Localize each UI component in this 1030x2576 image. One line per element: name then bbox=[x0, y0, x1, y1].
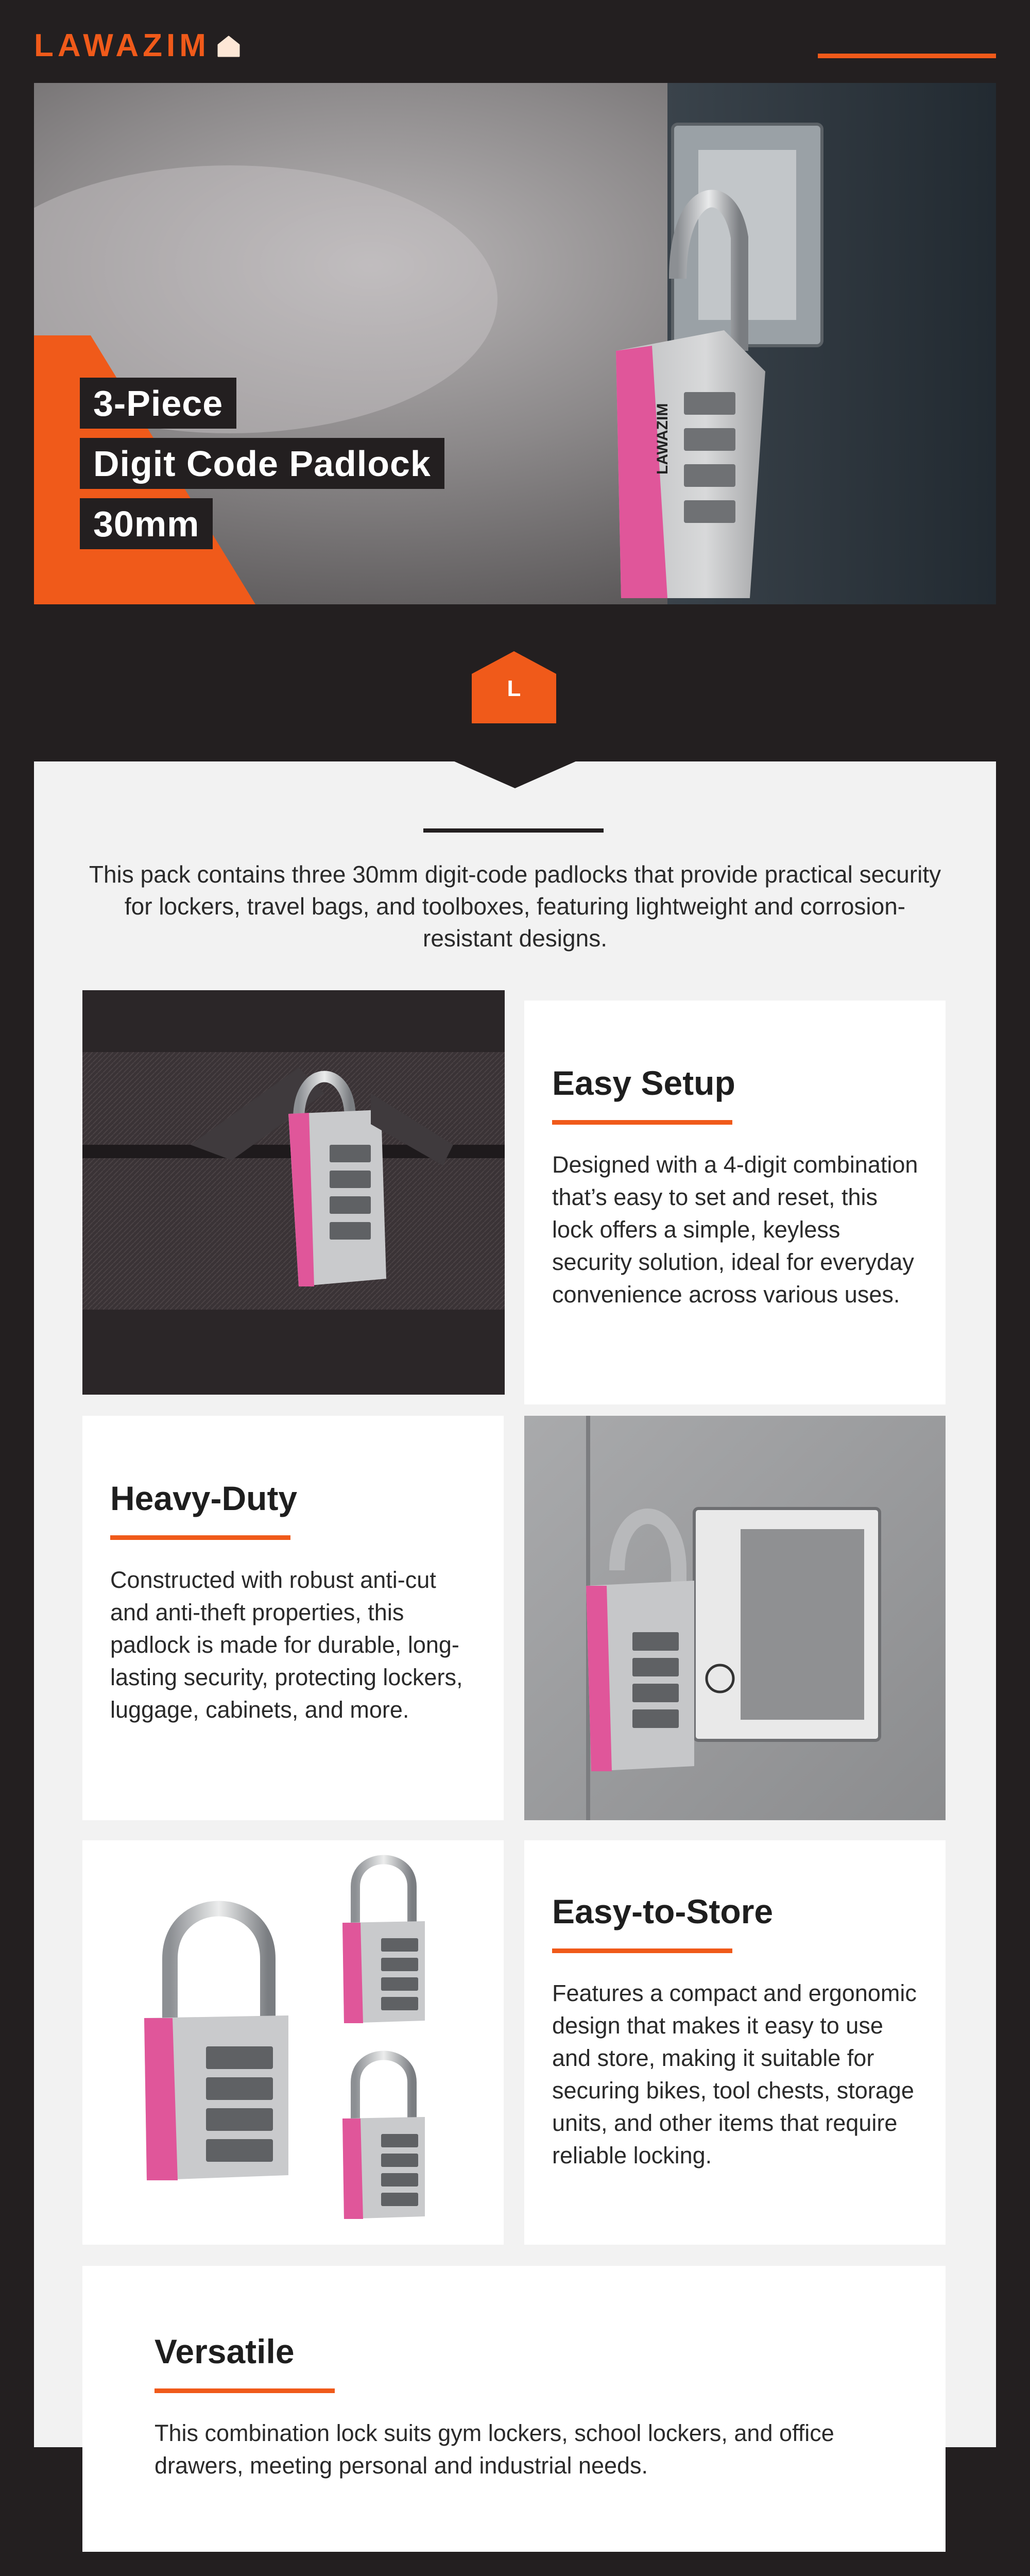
card-text: Constructed with robust anti-cut and anti-theft properties, this padlock is made for durable, long-lasting security, protecting lockers, luggage, cabinets, and more. bbox=[110, 1567, 463, 1723]
card-rule bbox=[552, 1948, 732, 1953]
panel-notch bbox=[453, 761, 577, 788]
card-title: Versatile bbox=[154, 2332, 295, 2370]
card-text: Features a compact and ergonomic design that makes it easy to use and store, making it suitable for securing bikes, tool chests, storage units, and other items that require reliable locking. bbox=[552, 1980, 917, 2168]
intro-text: This pack contains three 30mm digit-code padlocks that provide practical security for lockers, travel bags, and toolboxes, featuring lightweight and corrosion-resistant designs. bbox=[89, 861, 941, 952]
locker-photo bbox=[524, 1416, 946, 1820]
card-rule bbox=[110, 1535, 290, 1540]
hero-title-line: Digit Code Padlock bbox=[80, 438, 444, 489]
luggage-photo bbox=[82, 990, 505, 1395]
feature-card-easy-setup bbox=[524, 1001, 946, 1404]
feature-card-easy-to-store bbox=[524, 1840, 946, 2245]
hero-banner bbox=[34, 83, 996, 604]
hero-title-line: 30mm bbox=[80, 498, 213, 549]
feature-card-heavy-duty bbox=[82, 1416, 504, 1820]
brand-badge bbox=[472, 651, 556, 723]
brand-logo bbox=[34, 30, 241, 62]
section-divider bbox=[423, 828, 604, 833]
hero-title bbox=[80, 378, 444, 549]
card-rule bbox=[552, 1120, 732, 1125]
hero-lock-brand: LAWAZIM bbox=[654, 403, 671, 474]
card-text: Designed with a 4-digit combination that’s easy to set and reset, this lock offers a simple, keyless security solution, ideal for everyday convenience across various uses. bbox=[552, 1151, 918, 1308]
feature-card-versatile bbox=[82, 2266, 946, 2552]
card-title: Easy Setup bbox=[552, 1064, 735, 1102]
hero-title-line: 3-Piece bbox=[80, 378, 236, 429]
badge-letter: L bbox=[507, 676, 521, 701]
card-text: This combination lock suits gym lockers, school lockers, and office drawers, meeting personal and industrial needs. bbox=[154, 2420, 834, 2479]
card-title: Heavy-Duty bbox=[110, 1479, 298, 1517]
card-rule bbox=[154, 2388, 335, 2393]
house-icon bbox=[216, 33, 241, 58]
three-locks-photo bbox=[82, 1840, 504, 2245]
header-rule bbox=[818, 54, 996, 58]
brand-name: LAWAZIM bbox=[34, 28, 210, 63]
card-title: Easy-to-Store bbox=[552, 1892, 774, 1930]
